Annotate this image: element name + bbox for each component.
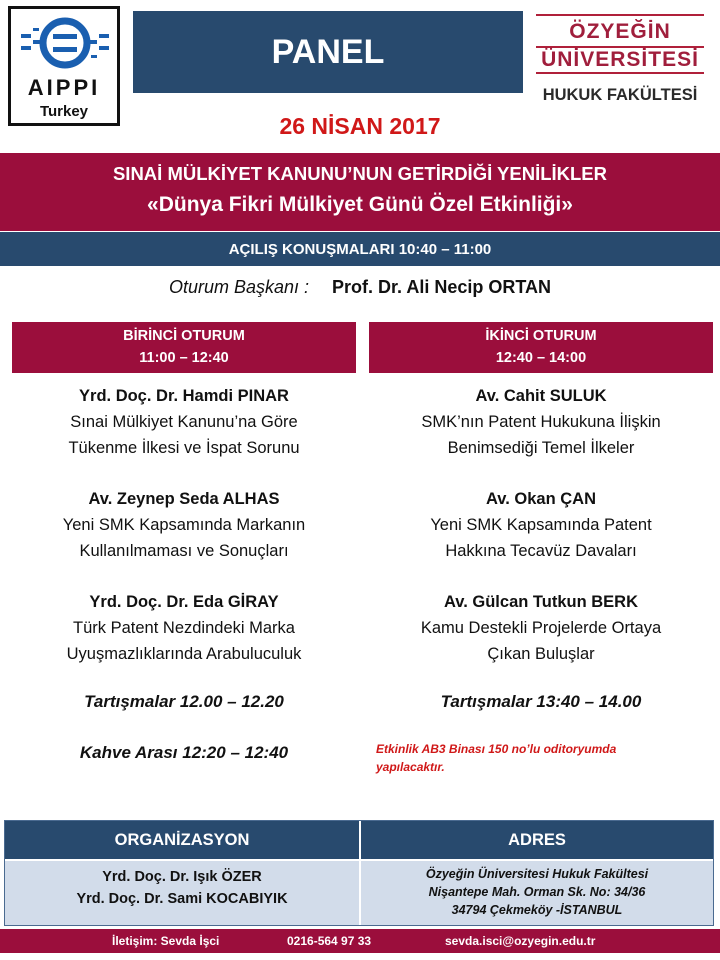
talk-title: Çıkan Buluşlar: [487, 645, 595, 663]
event-title: SINAİ MÜLKİYET KANUNU’NUN GETİRDİĞİ YENİLİKLER: [112, 163, 608, 184]
ozyegin-logo: [532, 10, 712, 110]
talk-item: [369, 486, 713, 564]
session-name: İKİNCİ OTURUM: [485, 328, 597, 344]
contact-bar: [0, 929, 720, 953]
venue-note-line: Etkinlik AB3 Binası 150 no’lu oditoryumda: [376, 742, 617, 756]
talk-title: Sınai Mülkiyet Kanunu’na Göre: [70, 413, 298, 431]
aippi-country: Turkey: [39, 103, 89, 120]
session-name: BİRİNCİ OTURUM: [123, 328, 245, 344]
panel-title: PANEL: [133, 11, 523, 93]
talk-item: [369, 589, 713, 667]
talk-title: Kullanılmaması ve Sonuçları: [79, 542, 289, 560]
chair-label: Oturum Başkanı :: [168, 277, 309, 297]
speaker-name: Av. Cahit SULUK: [475, 387, 607, 405]
venue-note: [376, 740, 676, 776]
organization-header: ORGANİZASYON: [5, 821, 359, 859]
discussion-time: Tartışmalar 13:40 – 14.00: [440, 692, 642, 711]
organizer-name: Yrd. Doç. Dr. Sami KOCABIYIK: [76, 891, 288, 907]
ozyegin-wordmark: ÖZYEĞİN: [569, 20, 671, 43]
discussion-time: Tartışmalar 12.00 – 12.20: [84, 692, 284, 711]
address-line: Özyeğin Üniversitesi Hukuk Fakültesi: [425, 867, 649, 881]
event-subtitle: «Dünya Fikri Mülkiyet Günü Özel Etkinliği»: [147, 193, 573, 216]
speaker-name: Av. Okan ÇAN: [485, 490, 597, 508]
contact-phone: 0216-564 97 33: [287, 934, 372, 948]
address-cell: [361, 861, 713, 925]
talk-item: [12, 589, 356, 667]
session-1-header: [12, 322, 356, 373]
talk-title: SMK’nın Patent Hukukuna İlişkin: [421, 413, 661, 431]
talk-title: Tükenme İlkesi ve İspat Sorunu: [68, 439, 300, 457]
faculty-name: HUKUK FAKÜLTESİ: [542, 86, 698, 104]
talk-item: [12, 383, 356, 461]
session-time: 12:40 – 14:00: [495, 350, 587, 366]
speaker-name: Av. Gülcan Tutkun BERK: [443, 593, 639, 611]
logo-rule: [536, 72, 704, 74]
talk-title: Türk Patent Nezdindeki Marka: [73, 619, 295, 637]
aippi-emblem-icon: [19, 13, 111, 73]
talk-item: [12, 486, 356, 564]
universitesi-wordmark: ÜNİVERSİTESİ: [541, 48, 699, 71]
organizer-name: Yrd. Doç. Dr. Işık ÖZER: [102, 869, 262, 885]
talk-title: Uyuşmazlıklarında Arabuluculuk: [66, 645, 302, 663]
event-title-bar: [0, 153, 720, 231]
aippi-wordmark: AIPPI: [27, 75, 101, 100]
organization-members: [5, 861, 359, 925]
coffee-break-time: Kahve Arası 12:20 – 12:40: [79, 743, 289, 762]
talk-title: Hakkına Tecavüz Davaları: [445, 542, 637, 560]
talk-title: Yeni SMK Kapsamında Markanın: [62, 516, 306, 534]
chair-name: Prof. Dr. Ali Necip ORTAN: [332, 277, 552, 297]
talk-item: [369, 383, 713, 461]
address-line: Nişantepe Mah. Orman Sk. No: 34/36: [428, 885, 646, 899]
address-line: 34794 Çekmeköy -İSTANBUL: [451, 903, 623, 917]
talk-title: Kamu Destekli Projelerde Ortaya: [420, 619, 662, 637]
talk-title: Yeni SMK Kapsamında Patent: [430, 516, 652, 534]
contact-person: İletişim: Sevda İşci: [112, 934, 220, 948]
speaker-name: Yrd. Doç. Dr. Eda GİRAY: [89, 593, 279, 611]
talk-title: Benimsediği Temel İlkeler: [447, 439, 635, 457]
event-date: 26 NİSAN 2017: [279, 113, 441, 139]
session-time: 11:00 – 12:40: [139, 350, 229, 366]
venue-note-line: yapılacaktır.: [376, 760, 445, 774]
organization-table: [4, 820, 714, 926]
contact-email[interactable]: sevda.isci@ozyegin.edu.tr: [445, 934, 596, 948]
logo-rule: [536, 14, 704, 16]
speaker-name: Yrd. Doç. Dr. Hamdi PINAR: [79, 387, 289, 405]
speaker-name: Av. Zeynep Seda ALHAS: [88, 490, 280, 508]
session-chair: [0, 277, 720, 298]
aippi-logo: [8, 6, 120, 126]
session-2-header: [369, 322, 713, 373]
opening-speeches-bar: AÇILIŞ KONUŞMALARI 10:40 – 11:00: [0, 232, 720, 266]
address-header: ADRES: [361, 821, 713, 859]
